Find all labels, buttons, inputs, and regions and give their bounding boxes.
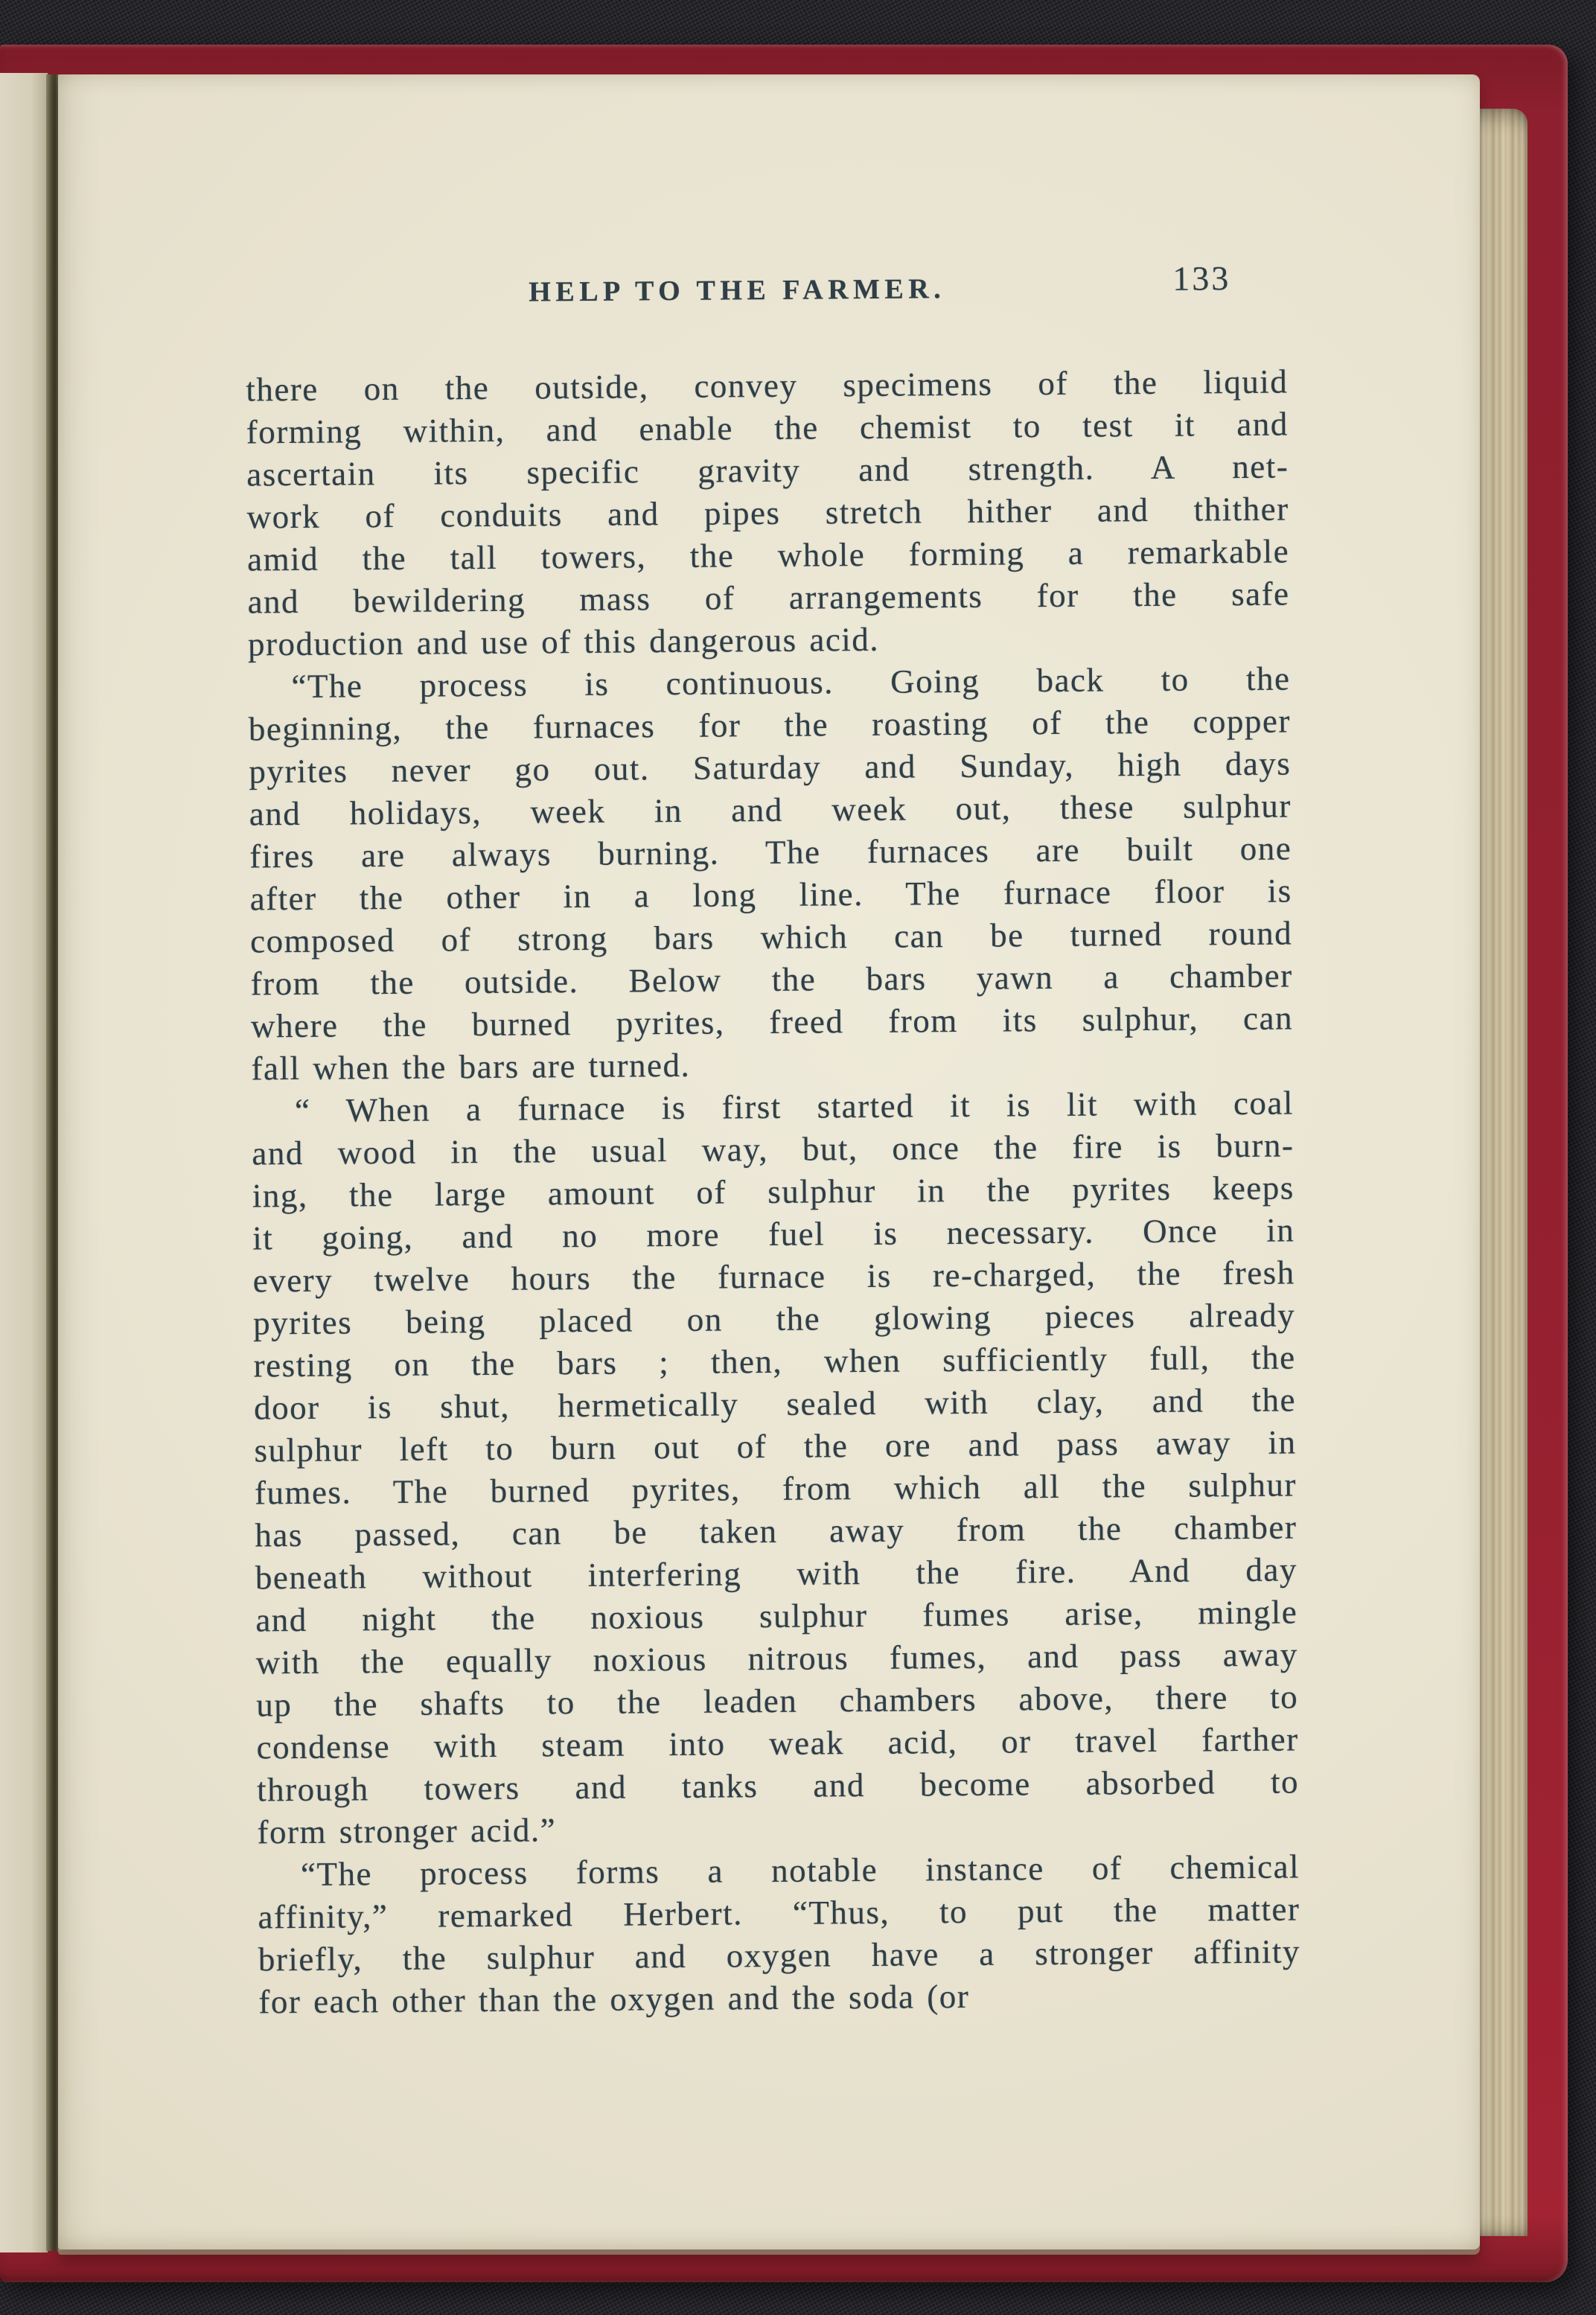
text-line: up the shafts to the leaden chambers above, there to bbox=[256, 1678, 1299, 1724]
paragraph bbox=[246, 360, 1290, 665]
text-line: forming within, and enable the chemist to test it and bbox=[246, 405, 1289, 451]
text-line: every twelve hours the furnace is re-charged, the fresh bbox=[252, 1254, 1295, 1300]
text-line: where the burned pyrites, freed from its sulphur, can bbox=[250, 999, 1294, 1045]
book-page bbox=[58, 74, 1480, 2249]
text-line: resting on the bars ; then, when sufficiently full, the bbox=[253, 1338, 1296, 1385]
text-line: and night the noxious sulphur fumes arise, mingle bbox=[255, 1593, 1298, 1639]
paragraph bbox=[258, 1845, 1301, 2023]
paragraph bbox=[248, 657, 1293, 1090]
text-line: for each other than the oxygen and the soda (or bbox=[258, 1977, 970, 2021]
text-line: affinity,” remarked Herbert. “Thus, to put the matter bbox=[258, 1890, 1300, 1936]
text-line: sulphur left to burn out of the ore and pass away in bbox=[254, 1423, 1297, 1469]
text-line: it going, and no more fuel is necessary. Once in bbox=[252, 1211, 1295, 1257]
text-line: pyrites being placed on the glowing pieces already bbox=[252, 1296, 1296, 1342]
text-line: with the equally noxious nitrous fumes, and pass away bbox=[255, 1635, 1298, 1682]
running-header-title: HELP TO THE FARMER. bbox=[529, 273, 946, 308]
text-line: beneath without interfering with the fire. And day bbox=[255, 1551, 1298, 1597]
text-line: through towers and tanks and become absorbed to bbox=[256, 1763, 1300, 1809]
text-line: condense with steam into weak acid, or travel farther bbox=[256, 1720, 1299, 1766]
text-line: work of conduits and pipes stretch hither and thither bbox=[246, 490, 1289, 536]
text-line: ascertain its specific gravity and strength. A net- bbox=[246, 447, 1289, 494]
text-line: pyrites never go out. Saturday and Sunday, high days bbox=[249, 744, 1292, 791]
text-line: from the outside. Below the bars yawn a chamber bbox=[250, 957, 1293, 1003]
running-header bbox=[245, 257, 1288, 369]
text-line: composed of strong bars which can be turned round bbox=[249, 914, 1293, 960]
text-line: there on the outside, convey specimens of the liquid bbox=[246, 363, 1289, 409]
text-line: “The process is continuous. Going back to the bbox=[291, 660, 1291, 706]
text-line: has passed, can be taken away from the chamber bbox=[255, 1508, 1297, 1554]
text-line: “The process forms a notable instance of chemical bbox=[300, 1848, 1300, 1893]
text-line: fires are always burning. The furnaces are built one bbox=[249, 829, 1292, 875]
facing-page-sliver bbox=[0, 73, 48, 2252]
text-line: and wood in the usual way, but, once the fire is burn- bbox=[252, 1126, 1295, 1172]
text-line: and holidays, week in and week out, these sulphur bbox=[249, 787, 1292, 833]
text-line: and bewildering mass of arrangements for the safe bbox=[247, 575, 1290, 621]
text-line: production and use of this dangerous acid. bbox=[247, 620, 880, 663]
text-line: ing, the large amount of sulphur in the pyrites keeps bbox=[252, 1169, 1295, 1215]
text-block bbox=[246, 360, 1300, 2023]
page-number: 133 bbox=[1172, 259, 1231, 298]
text-line: form stronger acid.” bbox=[257, 1811, 557, 1851]
text-line: fall when the bars are turned. bbox=[251, 1046, 691, 1088]
type-area bbox=[245, 257, 1301, 2024]
text-line: fumes. The burned pyrites, from which all the sulphur bbox=[254, 1466, 1297, 1512]
paragraph bbox=[252, 1082, 1300, 1853]
text-line: beginning, the furnaces for the roasting of the copper bbox=[248, 702, 1292, 748]
text-line: door is shut, hermetically sealed with clay, and the bbox=[253, 1381, 1297, 1427]
text-line: after the other in a long line. The furnace floor is bbox=[249, 872, 1292, 918]
text-line: briefly, the sulphur and oxygen have a stronger affinity bbox=[258, 1932, 1301, 1979]
text-line: “ When a furnace is first started it is lit with coal bbox=[294, 1084, 1295, 1130]
text-line: amid the tall towers, the whole forming a remarkable bbox=[246, 532, 1290, 578]
